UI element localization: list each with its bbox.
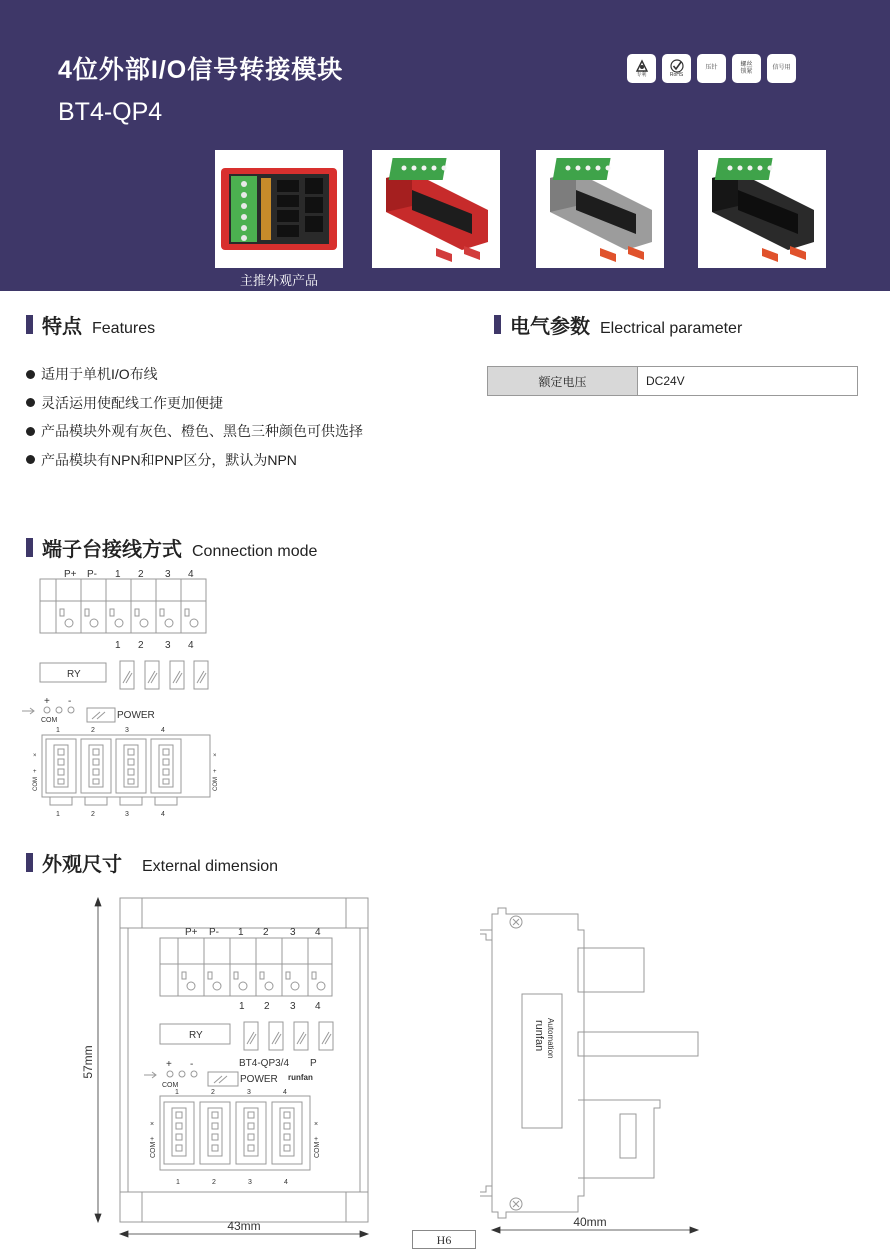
cert-badges — [627, 54, 796, 83]
front-conn-top-1: 1 — [175, 1089, 179, 1096]
product-photo-top-view — [215, 150, 343, 268]
power-label: POWER — [117, 710, 155, 721]
terminal-bottom-label-3: 3 — [165, 640, 171, 651]
side-brand-logo: runfan — [533, 1020, 545, 1052]
conn-bottom-number-2: 2 — [91, 811, 95, 818]
badge-label-crimp: 压针 — [705, 65, 718, 72]
height-dimension-label: 57mm — [81, 1045, 95, 1079]
side-brand-sub: Automation — [546, 1018, 555, 1059]
dimension-title-en: External dimension — [142, 858, 279, 875]
product-title: 4位外部I/O信号转接模块 — [58, 56, 344, 84]
connection-title-cn: 端子台接线方式 — [42, 539, 182, 561]
patent-icon — [627, 54, 656, 83]
heading-bar — [26, 853, 33, 872]
parameter-table — [487, 366, 858, 396]
product-photo-red — [372, 150, 500, 268]
front-conn-bottom-1: 1 — [176, 1179, 180, 1186]
list-item — [26, 389, 363, 418]
terminal-bottom-label-4: 4 — [188, 640, 194, 651]
product-photos — [0, 150, 890, 270]
feature-text: 灵活运用使配线工作更加便捷 — [41, 394, 223, 411]
badge-label-patent: 专利 — [636, 71, 647, 78]
front-com-label: COM — [162, 1082, 179, 1089]
bullet-icon — [26, 427, 35, 436]
list-item — [26, 417, 363, 446]
signal-icon — [767, 54, 796, 83]
bullet-icon — [26, 398, 35, 407]
width-dimension-label: 43mm — [227, 1219, 261, 1233]
rohs-icon — [662, 54, 691, 83]
feature-text: 产品模块外观有灰色、橙色、黑色三种颜色可供选择 — [41, 423, 363, 440]
list-item — [26, 360, 363, 389]
front-side-plus-right: + — [314, 1136, 319, 1143]
connection-heading — [26, 533, 317, 562]
part-code-label: H6 — [412, 1230, 476, 1249]
connection-title-en: Connection mode — [192, 543, 318, 560]
front-label-4: 4 — [315, 927, 321, 938]
feature-text: 适用于单机I/O布线 — [41, 366, 158, 383]
front-conn-top-3: 3 — [247, 1089, 251, 1096]
electrical-title-cn: 电气参数 — [510, 316, 590, 338]
side-view-drawing — [480, 900, 710, 1245]
terminal-bottom-label-2: 2 — [138, 640, 144, 651]
side-com-right: COM — [213, 777, 219, 791]
depth-dimension-label: 40mm — [573, 1215, 607, 1229]
param-key: 额定电压 — [488, 367, 638, 395]
screw-lock-icon — [732, 54, 761, 83]
front-label-p-plus: P+ — [185, 927, 198, 938]
front-side-com-right: COM — [314, 1141, 321, 1158]
terminal-label-1: 1 — [115, 569, 121, 580]
front-label-2: 2 — [263, 927, 269, 938]
front-conn-top-4: 4 — [283, 1089, 287, 1096]
side-plus-left: + — [33, 769, 37, 775]
minus-label: - — [68, 696, 72, 707]
conn-top-number-1: 1 — [56, 727, 60, 734]
bullet-icon — [26, 455, 35, 464]
photo-caption: 主推外观产品 — [239, 273, 318, 288]
bullet-icon — [26, 370, 35, 379]
front-conn-bottom-3: 3 — [248, 1179, 252, 1186]
connection-diagram — [20, 565, 220, 825]
terminal-label-2: 2 — [138, 569, 144, 580]
front-side-x-left: × — [150, 1121, 155, 1128]
front-conn-bottom-2: 2 — [212, 1179, 216, 1186]
side-x-right: × — [213, 753, 217, 759]
front-conn-bottom-4: 4 — [284, 1179, 288, 1186]
side-com-left: COM — [33, 777, 39, 791]
badge-label-signal: 信号用 — [772, 65, 791, 72]
features-title-cn: 特点 — [42, 316, 82, 338]
front-plus-label: + — [166, 1059, 172, 1070]
front-label-1: 1 — [238, 927, 244, 938]
conn-top-number-3: 3 — [125, 727, 129, 734]
param-value: DC24V — [646, 374, 685, 388]
conn-bottom-number-4: 4 — [161, 811, 165, 818]
badge-label-rohs: RoHS — [669, 71, 684, 78]
product-photo-black — [698, 150, 826, 268]
front-conn-top-2: 2 — [211, 1089, 215, 1096]
front-brand-logo: runfan — [288, 1073, 313, 1082]
product-photo-grey — [536, 150, 664, 268]
front-p-label: P — [310, 1058, 317, 1069]
front-ry-label: RY — [189, 1030, 203, 1041]
conn-bottom-number-1: 1 — [56, 811, 60, 818]
plus-label: + — [44, 696, 50, 707]
features-list — [26, 360, 363, 474]
heading-bar — [26, 538, 33, 557]
terminal-label-p-plus: P+ — [64, 569, 77, 580]
badge-label-screw: 螺丝锁紧 — [740, 61, 753, 75]
features-heading — [26, 310, 155, 339]
front-minus-label: - — [190, 1059, 194, 1070]
list-item — [26, 446, 363, 475]
features-title-en: Features — [92, 320, 156, 337]
front-bottom-label-2: 2 — [264, 1001, 270, 1012]
dimension-heading — [26, 848, 278, 877]
front-label-p-minus: P- — [209, 927, 219, 938]
front-bottom-label-3: 3 — [290, 1001, 296, 1012]
side-plus-right: + — [213, 769, 217, 775]
front-model-label: BT4-QP3/4 — [239, 1058, 290, 1069]
front-power-label: POWER — [240, 1074, 278, 1085]
front-label-3: 3 — [290, 927, 296, 938]
side-x-left: × — [33, 753, 37, 759]
feature-text: 产品模块有NPN和PNP区分，默认为NPN — [41, 451, 297, 468]
product-model: BT4-QP4 — [58, 98, 163, 126]
dimension-title-cn: 外观尺寸 — [42, 854, 122, 876]
electrical-title-en: Electrical parameter — [600, 320, 743, 337]
heading-bar — [494, 315, 501, 334]
front-side-x-right: × — [314, 1121, 319, 1128]
header-banner — [0, 0, 890, 291]
crimp-pin-icon — [697, 54, 726, 83]
terminal-bottom-label-1: 1 — [115, 640, 121, 651]
conn-bottom-number-3: 3 — [125, 811, 129, 818]
terminal-label-3: 3 — [165, 569, 171, 580]
terminal-label-4: 4 — [188, 569, 194, 580]
ry-label: RY — [67, 669, 81, 680]
com-label: COM — [41, 717, 58, 724]
conn-top-number-4: 4 — [161, 727, 165, 734]
front-bottom-label-1: 1 — [239, 1001, 245, 1012]
front-side-plus-left: + — [150, 1136, 155, 1143]
front-view-drawing — [78, 890, 378, 1250]
terminal-label-p-minus: P- — [87, 569, 97, 580]
front-bottom-label-4: 4 — [315, 1001, 321, 1012]
heading-bar — [26, 315, 33, 334]
front-side-com-left: COM — [150, 1141, 157, 1158]
electrical-heading — [494, 310, 742, 339]
conn-top-number-2: 2 — [91, 727, 95, 734]
